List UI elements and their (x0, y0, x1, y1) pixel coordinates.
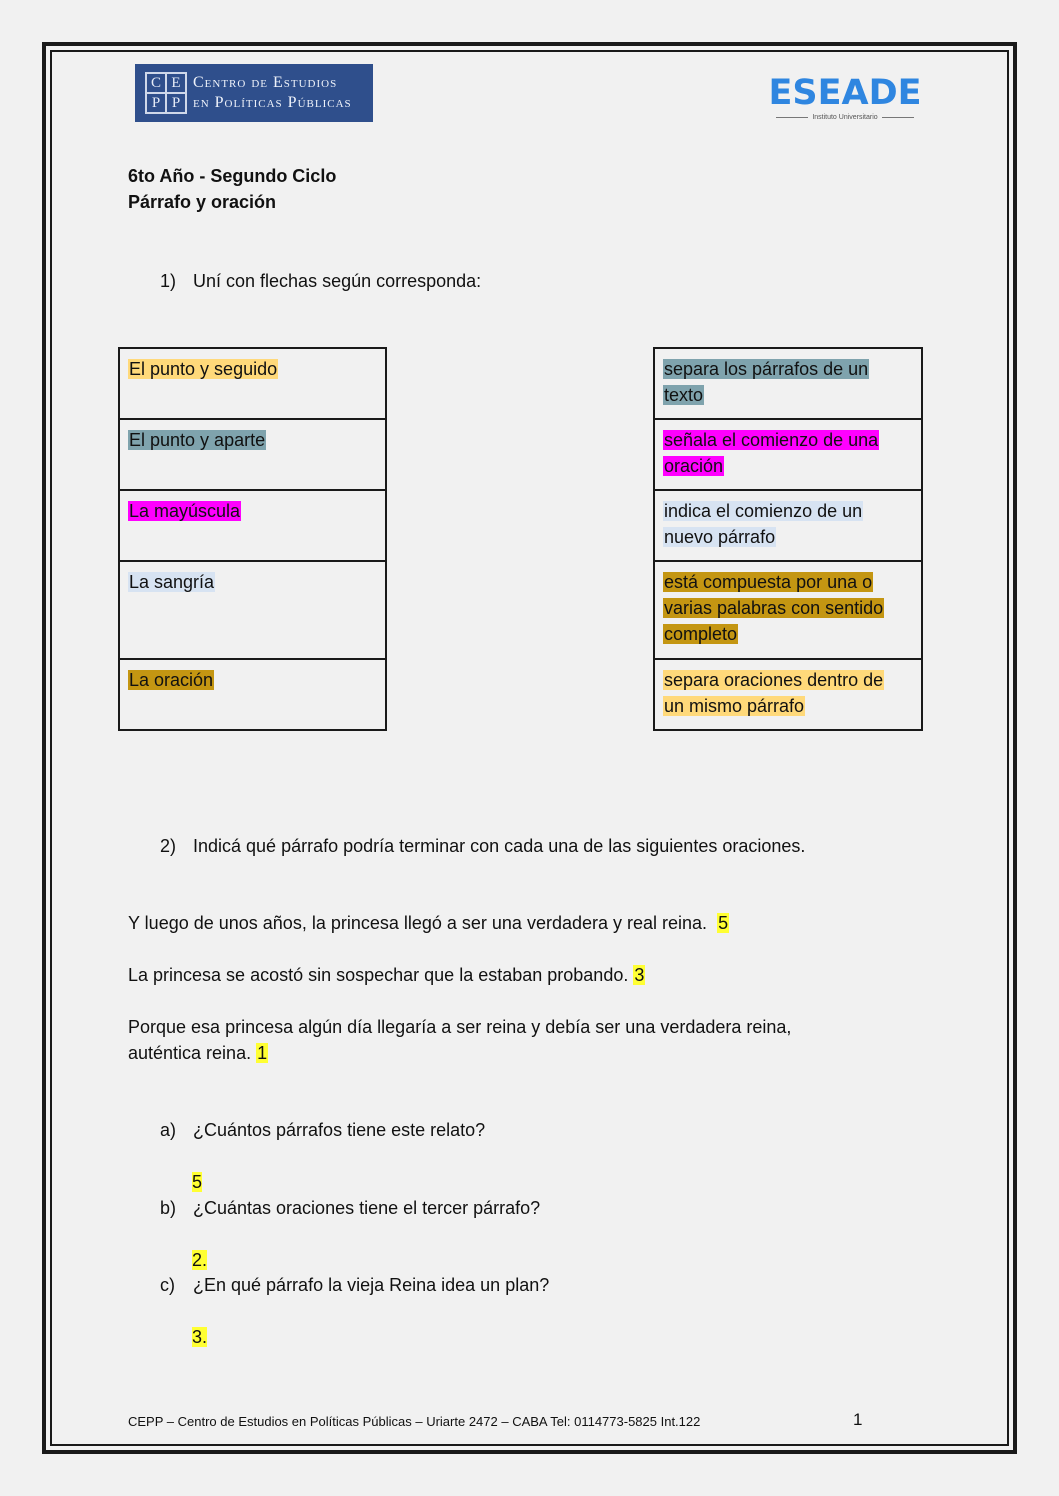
page-number: 1 (853, 1410, 863, 1429)
subq-a-answer-text: 5 (192, 1172, 203, 1192)
sentence-2-answer: 3 (634, 965, 645, 985)
match-right-line: separa los párrafos de un (664, 359, 869, 379)
q1-number: 1) (160, 271, 177, 291)
cepp-name (193, 73, 352, 113)
page-border-inner (50, 50, 1009, 1446)
subq-a-text: ¿Cuántos párrafos tiene este relato? (193, 1120, 486, 1140)
match-right-5 (653, 658, 923, 731)
subq-c (160, 1272, 549, 1298)
match-right-line: completo (664, 624, 738, 644)
match-left-2 (118, 418, 387, 491)
match-left-label: El punto y seguido (129, 359, 278, 379)
q2-text: Indicá qué párrafo podría terminar con cada una de las siguientes oraciones. (193, 836, 806, 856)
eseade-logo (767, 74, 923, 121)
cepp-logo (135, 64, 373, 122)
q2-number: 2) (160, 836, 177, 856)
match-left-label: La mayúscula (129, 501, 241, 521)
match-right-line: indica el comienzo de un (664, 501, 863, 521)
match-right-line: oración (664, 456, 724, 476)
subq-c-answer-text: 3. (192, 1327, 208, 1347)
match-right-line: nuevo párrafo (664, 527, 776, 547)
sentence-3 (128, 1014, 791, 1066)
cepp-name-line1: Centro de Estudios (193, 74, 338, 91)
subq-a-label: a) (160, 1120, 177, 1140)
match-right-line: texto (664, 385, 704, 405)
sentence-3-line1: Porque esa princesa algún día llegaría a ser reina y debía ser una verdadera reina, (128, 1017, 792, 1037)
q1-prompt (160, 268, 481, 294)
cepp-letter: P (166, 93, 186, 113)
subq-b-answer (192, 1247, 207, 1273)
match-left-5 (118, 658, 387, 731)
match-left-label: El punto y aparte (129, 430, 266, 450)
match-right-line: varias palabras con sentido (664, 598, 884, 618)
match-right-line: un mismo párrafo (664, 696, 805, 716)
sentence-1-answer: 5 (718, 913, 729, 933)
match-right-line: señala el comienzo de una (664, 430, 879, 450)
cepp-monogram (145, 72, 187, 114)
match-left-4 (118, 560, 387, 660)
course-title: 6to Año - Segundo Ciclo (128, 166, 337, 186)
match-right-1 (653, 347, 923, 420)
sentence-3-answer: 1 (257, 1043, 268, 1063)
topic-title: Párrafo y oración (128, 192, 277, 212)
sentence-1 (128, 910, 729, 936)
match-right-3 (653, 489, 923, 562)
subq-c-answer (192, 1324, 207, 1350)
eseade-subtitle-text: Instituto Universitario (812, 114, 878, 121)
subq-c-text: ¿En qué párrafo la vieja Reina idea un plan? (193, 1275, 550, 1295)
q2-prompt (160, 833, 805, 859)
eseade-wordmark: ESEADE (768, 73, 922, 113)
cepp-letter: E (166, 73, 186, 93)
sentence-3-line2: auténtica reina. (128, 1043, 252, 1063)
cepp-letter: C (146, 73, 166, 93)
match-right-line: separa oraciones dentro de (664, 670, 884, 690)
subq-b (160, 1195, 540, 1221)
q1-text: Uní con flechas según corresponda: (193, 271, 482, 291)
subq-b-label: b) (160, 1198, 177, 1218)
sentence-2 (128, 962, 645, 988)
subq-b-answer-text: 2. (192, 1250, 208, 1270)
match-left-3 (118, 489, 387, 562)
subq-a (160, 1117, 485, 1143)
sentence-1-text: Y luego de unos años, la princesa llegó a ser una verdadera y real reina. (128, 913, 708, 933)
cepp-name-line2: en Políticas Públicas (193, 94, 352, 111)
match-right-4 (653, 560, 923, 660)
match-left-label: La sangría (129, 572, 215, 592)
footer-address: CEPP – Centro de Estudios en Políticas Públicas – Uriarte 2472 – CABA Tel: 0114773-5825 Int.122 (128, 1414, 701, 1429)
subq-b-text: ¿Cuántas oraciones tiene el tercer párrafo? (193, 1198, 541, 1218)
eseade-subtitle (767, 114, 923, 121)
cepp-letter: P (146, 93, 166, 113)
subq-c-label: c) (160, 1275, 175, 1295)
match-right-2 (653, 418, 923, 491)
match-left-1 (118, 347, 387, 420)
match-right-line: está compuesta por una o (664, 572, 873, 592)
subq-a-answer (192, 1169, 202, 1195)
sentence-2-text: La princesa se acostó sin sospechar que la estaban probando. (128, 965, 629, 985)
match-left-label: La oración (129, 670, 214, 690)
